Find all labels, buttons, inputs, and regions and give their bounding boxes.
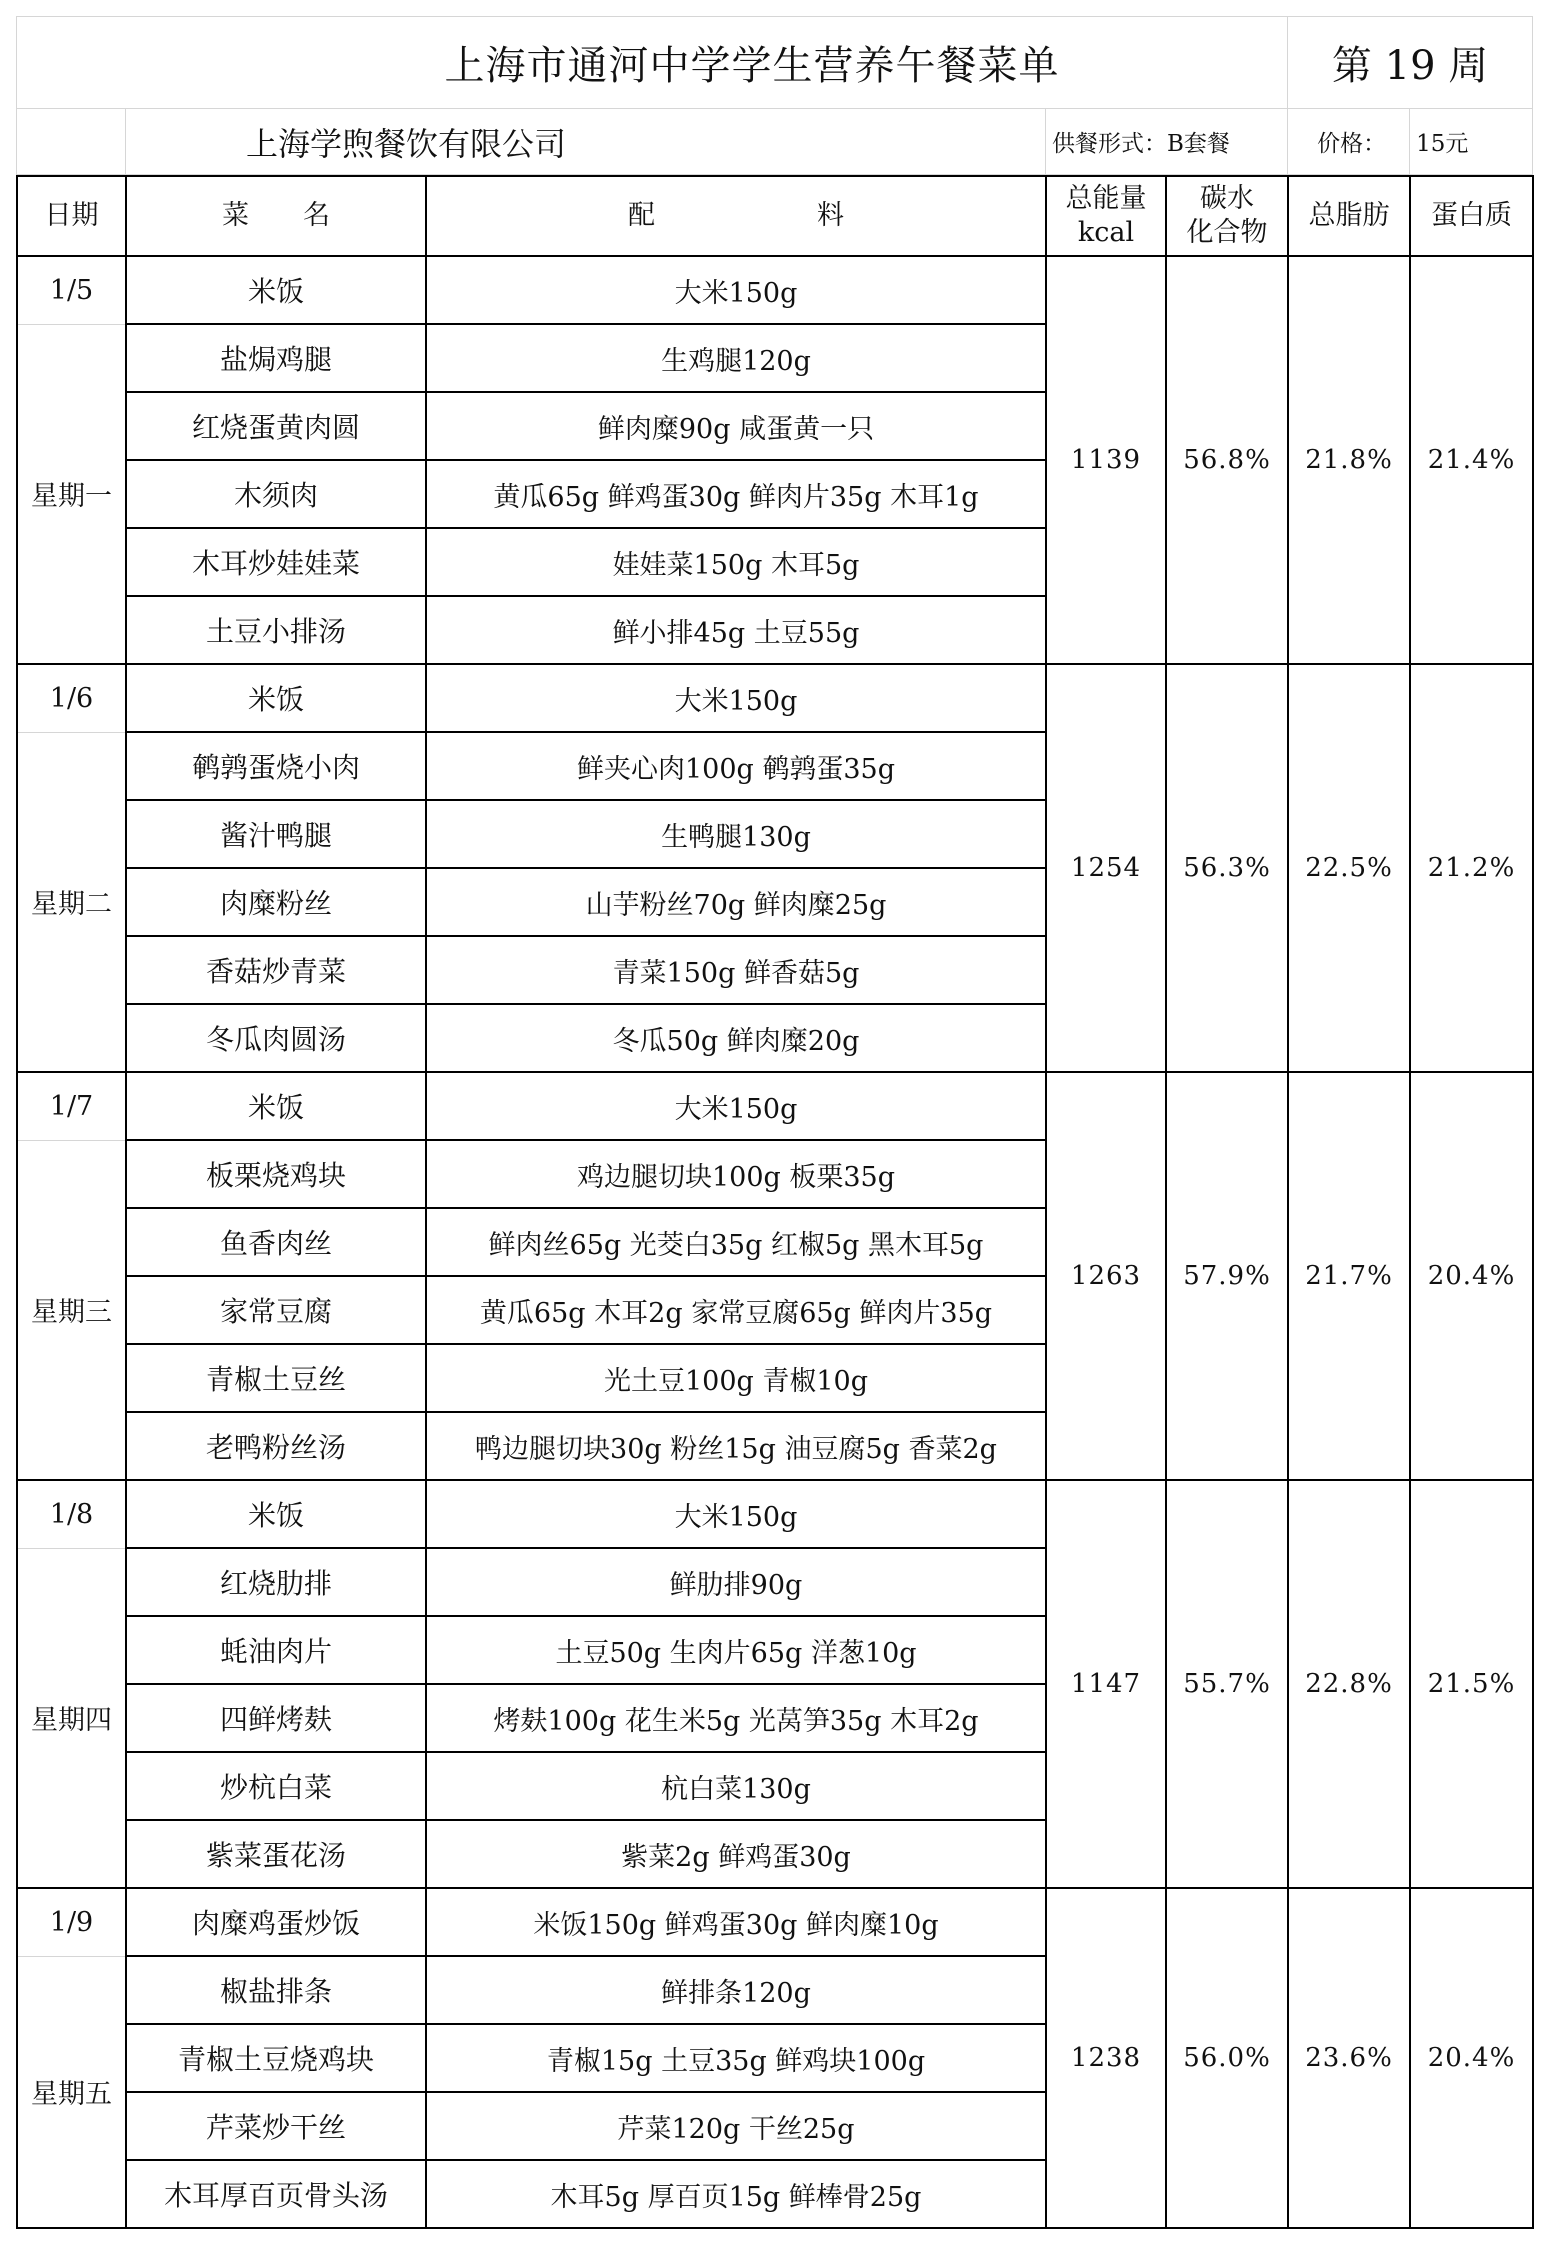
dish-name: 盐焗鸡腿 (126, 324, 426, 392)
ingredients: 鲜夹心肉100g 鹌鹑蛋35g (426, 732, 1046, 800)
dish-name: 鱼香肉丝 (126, 1208, 426, 1276)
col-dish: 菜 名 (126, 176, 426, 256)
protein-value: 21.2% (1410, 664, 1533, 1072)
protein-value: 20.4% (1410, 1072, 1533, 1480)
date-cell: 1/5 (17, 256, 126, 324)
carb-value: 55.7% (1166, 1480, 1288, 1888)
dish-name: 米饭 (126, 1072, 426, 1140)
ingredients: 娃娃菜150g 木耳5g (426, 528, 1046, 596)
menu-row (17, 256, 1533, 324)
dish-name: 冬瓜肉圆汤 (126, 1004, 426, 1072)
ingredients: 土豆50g 生肉片65g 洋葱10g (426, 1616, 1046, 1684)
dish-name: 蚝油肉片 (126, 1616, 426, 1684)
energy-value: 1238 (1046, 1888, 1166, 2228)
price-value: 15元 (1410, 109, 1533, 175)
col-energy-line2: kcal (1077, 217, 1135, 248)
menu-row (17, 1480, 1533, 1548)
price-label: 价格： (1288, 109, 1410, 175)
dish-name: 四鲜烤麸 (126, 1684, 426, 1752)
dish-name: 木须肉 (126, 460, 426, 528)
ingredients: 木耳5g 厚百页15g 鲜棒骨25g (426, 2160, 1046, 2228)
dish-name: 板栗烧鸡块 (126, 1140, 426, 1208)
col-protein: 蛋白质 (1410, 176, 1533, 256)
menu-row (17, 1072, 1533, 1140)
col-fat: 总脂肪 (1288, 176, 1410, 256)
col-carb-line1: 碳水 (1200, 183, 1254, 214)
dish-name: 肉糜鸡蛋炒饭 (126, 1888, 426, 1956)
ingredients: 光土豆100g 青椒10g (426, 1344, 1046, 1412)
dish-name: 红烧蛋黄肉圆 (126, 392, 426, 460)
dish-name: 家常豆腐 (126, 1276, 426, 1344)
weekday-cell: 星期一 (17, 324, 126, 664)
fat-value: 22.8% (1288, 1480, 1410, 1888)
company-name: 上海学煦餐饮有限公司 (126, 109, 1046, 175)
dish-name: 肉糜粉丝 (126, 868, 426, 936)
date-cell: 1/6 (17, 664, 126, 732)
menu-sheet (16, 16, 1534, 2229)
menu-row (17, 664, 1533, 732)
dish-name: 木耳炒娃娃菜 (126, 528, 426, 596)
header-table (16, 16, 1533, 175)
dish-name: 红烧肋排 (126, 1548, 426, 1616)
col-energy (1046, 176, 1166, 256)
menu-row (17, 1888, 1533, 1956)
carb-value: 56.3% (1166, 664, 1288, 1072)
dish-name: 酱汁鸭腿 (126, 800, 426, 868)
carb-value: 56.8% (1166, 256, 1288, 664)
ingredients: 鲜排条120g (426, 1956, 1046, 2024)
date-cell: 1/9 (17, 1888, 126, 1956)
protein-value: 21.5% (1410, 1480, 1533, 1888)
energy-value: 1139 (1046, 256, 1166, 664)
week-label: 第 19 周 (1288, 17, 1533, 109)
ingredients: 紫菜2g 鲜鸡蛋30g (426, 1820, 1046, 1888)
ingredients: 冬瓜50g 鲜肉糜20g (426, 1004, 1046, 1072)
menu-title: 上海市通河中学学生营养午餐菜单 (17, 17, 1288, 109)
weekday-cell: 星期四 (17, 1548, 126, 1888)
supply-form: 供餐形式：B套餐 (1046, 109, 1288, 175)
ingredients: 鸭边腿切块30g 粉丝15g 油豆腐5g 香菜2g (426, 1412, 1046, 1480)
dish-name: 米饭 (126, 1480, 426, 1548)
fat-value: 21.8% (1288, 256, 1410, 664)
ingredients: 青椒15g 土豆35g 鲜鸡块100g (426, 2024, 1046, 2092)
dish-name: 老鸭粉丝汤 (126, 1412, 426, 1480)
date-cell: 1/7 (17, 1072, 126, 1140)
ingredients: 鲜肉丝65g 光茭白35g 红椒5g 黑木耳5g (426, 1208, 1046, 1276)
ingredients: 鲜肋排90g (426, 1548, 1046, 1616)
ingredients: 芹菜120g 干丝25g (426, 2092, 1046, 2160)
col-carb (1166, 176, 1288, 256)
dish-name: 土豆小排汤 (126, 596, 426, 664)
col-energy-line1: 总能量 (1065, 183, 1147, 214)
ingredients: 鲜小排45g 土豆55g (426, 596, 1046, 664)
ingredients: 生鸭腿130g (426, 800, 1046, 868)
ingredients: 鸡边腿切块100g 板栗35g (426, 1140, 1046, 1208)
ingredients: 烤麸100g 花生米5g 光莴笋35g 木耳2g (426, 1684, 1046, 1752)
protein-value: 20.4% (1410, 1888, 1533, 2228)
dish-name: 炒杭白菜 (126, 1752, 426, 1820)
weekday-cell: 星期三 (17, 1140, 126, 1480)
energy-value: 1147 (1046, 1480, 1166, 1888)
dish-name: 芹菜炒干丝 (126, 2092, 426, 2160)
ingredients: 黄瓜65g 木耳2g 家常豆腐65g 鲜肉片35g (426, 1276, 1046, 1344)
col-date: 日期 (17, 176, 126, 256)
ingredients: 杭白菜130g (426, 1752, 1046, 1820)
ingredients: 米饭150g 鲜鸡蛋30g 鲜肉糜10g (426, 1888, 1046, 1956)
dish-name: 青椒土豆烧鸡块 (126, 2024, 426, 2092)
dish-name: 鹌鹑蛋烧小肉 (126, 732, 426, 800)
ingredients: 鲜肉糜90g 咸蛋黄一只 (426, 392, 1046, 460)
ingredients: 大米150g (426, 256, 1046, 324)
header-blank-cell (17, 109, 126, 175)
weekday-cell: 星期二 (17, 732, 126, 1072)
energy-value: 1254 (1046, 664, 1166, 1072)
protein-value: 21.4% (1410, 256, 1533, 664)
ingredients: 山芋粉丝70g 鲜肉糜25g (426, 868, 1046, 936)
col-ingredients: 配 料 (426, 176, 1046, 256)
dish-name: 紫菜蛋花汤 (126, 1820, 426, 1888)
ingredients: 大米150g (426, 1480, 1046, 1548)
ingredients: 黄瓜65g 鲜鸡蛋30g 鲜肉片35g 木耳1g (426, 460, 1046, 528)
fat-value: 21.7% (1288, 1072, 1410, 1480)
menu-table (16, 175, 1534, 2229)
dish-name: 香菇炒青菜 (126, 936, 426, 1004)
dish-name: 椒盐排条 (126, 1956, 426, 2024)
ingredients: 生鸡腿120g (426, 324, 1046, 392)
dish-name: 米饭 (126, 664, 426, 732)
dish-name: 木耳厚百页骨头汤 (126, 2160, 426, 2228)
dish-name: 米饭 (126, 256, 426, 324)
weekday-cell: 星期五 (17, 1956, 126, 2228)
energy-value: 1263 (1046, 1072, 1166, 1480)
dish-name: 青椒土豆丝 (126, 1344, 426, 1412)
date-cell: 1/8 (17, 1480, 126, 1548)
col-carb-line2: 化合物 (1186, 217, 1268, 248)
carb-value: 57.9% (1166, 1072, 1288, 1480)
fat-value: 23.6% (1288, 1888, 1410, 2228)
fat-value: 22.5% (1288, 664, 1410, 1072)
ingredients: 青菜150g 鲜香菇5g (426, 936, 1046, 1004)
column-header-row (17, 176, 1533, 256)
ingredients: 大米150g (426, 664, 1046, 732)
carb-value: 56.0% (1166, 1888, 1288, 2228)
ingredients: 大米150g (426, 1072, 1046, 1140)
